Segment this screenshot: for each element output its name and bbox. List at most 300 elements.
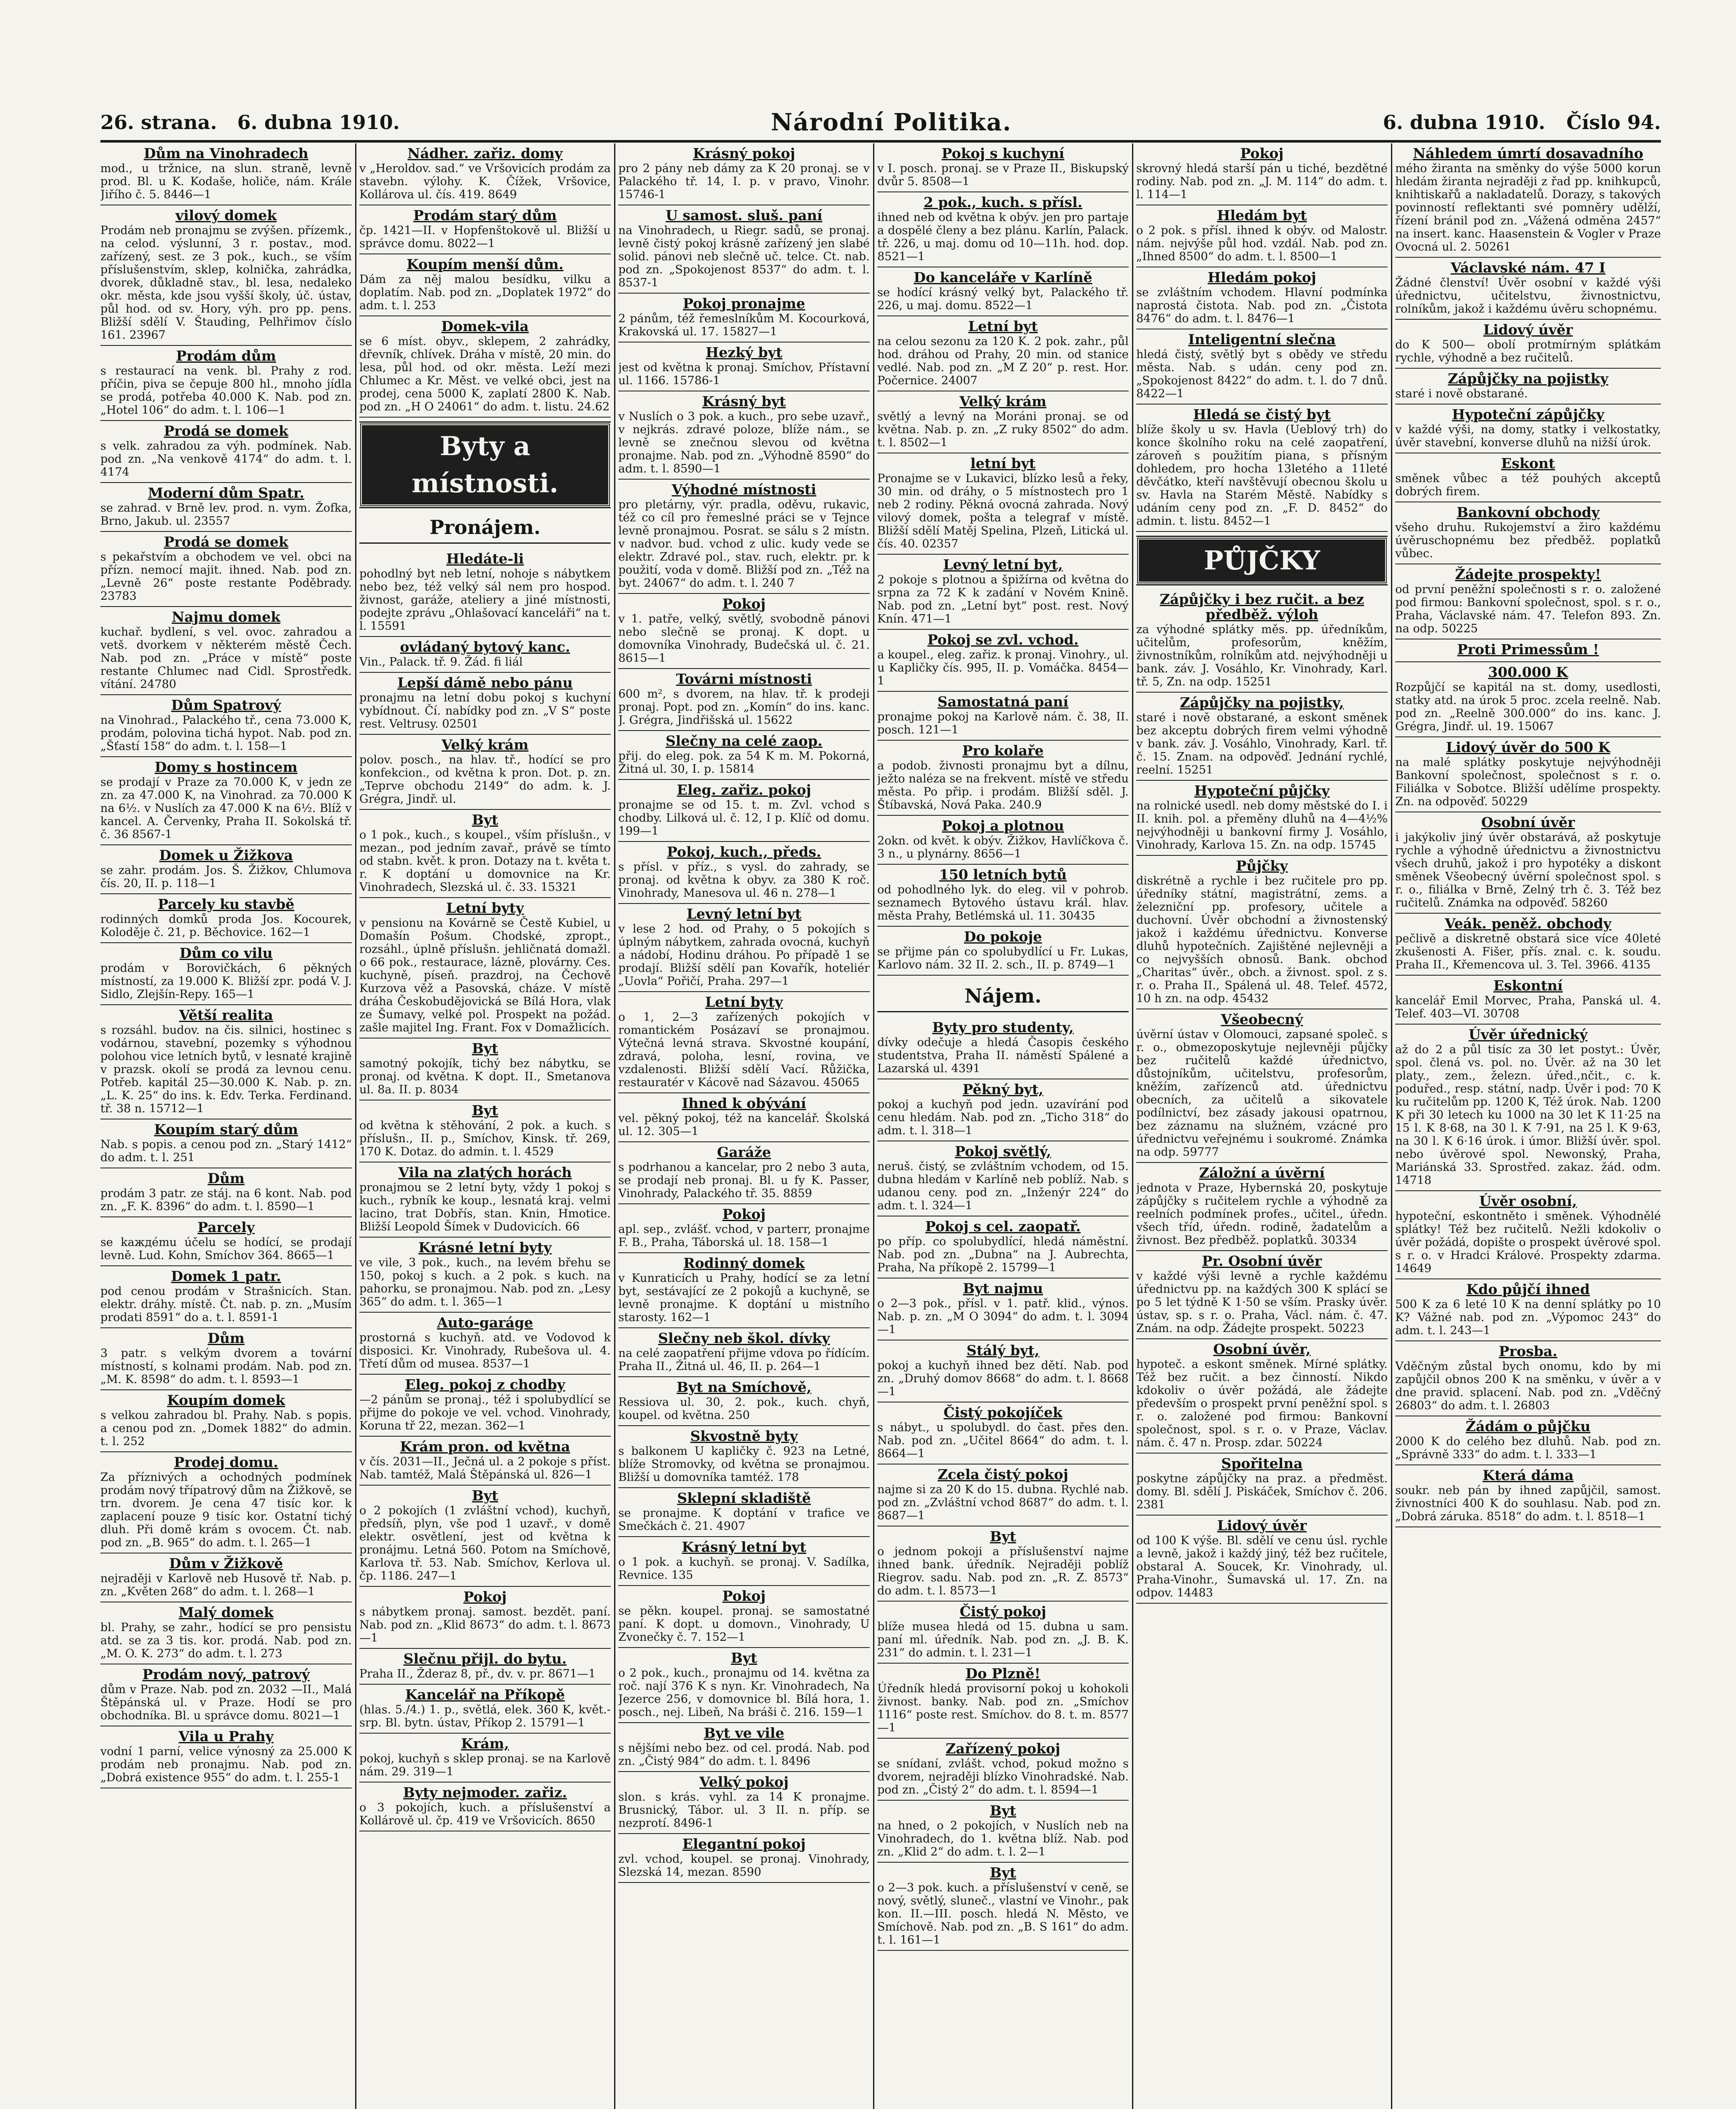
classified-ad: [100, 1217, 352, 1266]
ad-headline: Prodá se domek: [164, 423, 288, 439]
classified-ad: [877, 1141, 1129, 1216]
ad-headline: Dům: [208, 1330, 245, 1346]
column-2: [359, 143, 611, 2109]
ad-headline: Byt: [731, 1650, 757, 1666]
classified-ad: [359, 1649, 611, 1685]
ad-body: za výhodné splátky měs. pp. úředníkům, učitelům, profesorům, kněžím, živnostníkům, rolníkům atd. nejvýhodněji u bank. záv. J. Vosáhlo, Kr. Vinohrady, Karl. tř. 5, Zn. na odp. 15251: [1136, 623, 1388, 688]
ad-body: pronajme pokoj na Karlově nám. č. 38, II. posch. 121—1: [877, 710, 1129, 736]
ad-headline: Koupím menší dům.: [407, 256, 563, 272]
classified-ad: [359, 1437, 611, 1486]
classified-ad: [1136, 1339, 1388, 1454]
issue-number: Číslo 94.: [1566, 111, 1661, 134]
ad-body: na celé zaopatření přijme vdova po řídícím. Praha II., Žitná ul. 46, II. p. 264—1: [618, 1347, 870, 1373]
classified-ad: [877, 630, 1129, 692]
ad-body: o 2—3 pok. kuch. a příslušenství v ceně, se nový, světlý, sluneč., vlastní ve Vinohr., pak kon. II.—III. posch. hledá N. Město, ve Smíchově. Nab. pod zn. „B. S 161“ do adm. t. l. 161—1: [877, 1881, 1129, 1947]
classified-ad: [877, 1278, 1129, 1340]
ad-body: prostorná s kuchyň. atd. ve Vodovod k disposici. Kr. Vinohrady, Rubešova ul. 4. Třetí dům od musea. 8537—1: [359, 1331, 611, 1370]
classified-ad: [618, 1328, 870, 1377]
ad-body: na hned, o 2 pokojích, v Nuslích neb na Vinohradech, do 1. května blíž. Nab. pod zn. „Klid 2“ do adm. t. l. 2—1: [877, 1819, 1129, 1858]
classified-ad: [877, 391, 1129, 453]
ad-headline: Parcely ku stavbě: [158, 896, 294, 912]
ad-body: Za příznivých a ochodných podmínek prodám nový třípatrový dům na Žižkově, se trn. dvorem. Je cena 47 tisíc kor. k zaplacení pouze 9 tisíc kor. Ostatní tichý dluh. Při domě krám s ovocem. Čt. nab. pod zn. „B. 965“ do adm. t. l. 265—1: [100, 1471, 352, 1549]
classified-ad: [100, 421, 352, 483]
ad-body: i jakýkoliv jiný úvěr obstarává, až poskytuje rychle a výhodně úřednictvu a živnostnictvu všech druhů, jakož i pro hypotéky a diskont směnek Všeobecný úvěrní společnost spol. s r. o., filiálka v Brně, Zelný trh č. 3. Též bez ručitelů. Známka na odpověď. 58260: [1395, 831, 1661, 909]
ad-headline: Slečny neb škol. dívky: [658, 1330, 830, 1346]
classified-ad: [618, 143, 870, 205]
classified-ad: [100, 1119, 352, 1168]
ad-headline: Pokoj: [722, 1206, 766, 1222]
ad-body: se pronajme. K doptání v trafice ve Smečkách č. 21. 4907: [618, 1507, 870, 1533]
ad-headline: Byt najmu: [962, 1280, 1043, 1297]
ad-headline: Bankovní obchody: [1456, 504, 1600, 521]
ad-headline: Byt: [989, 1528, 1016, 1545]
ad-headline: Hledám byt: [1217, 207, 1307, 224]
ad-body: Žádné členství! Úvěr osobní v každé výši úřednictvu, učitelstvu, živnostnictvu, rolníkům, jakož i každému úvěru schopnému.: [1395, 276, 1661, 316]
classified-ad: [1395, 320, 1661, 369]
ad-body: se zvláštním vchodem. Hlavní podmínka naprostá čistota. Nab. pod zn. „Čistota 8476“ do adm. t. l. 8476—1: [1136, 286, 1388, 325]
ad-body: od první peněžní společnosti s r. o. založené pod firmou: Bankovní společnost, spol. s r. o., Praha, Václavské nám. 47. Telefon 893. Zn. na odp. 50225: [1395, 583, 1661, 635]
ad-headline: Hledá se čistý byt: [1193, 406, 1331, 423]
ad-body: neruš. čistý, se zvláštním vchodem, od 15. dubna hledám v Karlíně neb poblíž. Nab. s udanou ceny. pod zn. „Inženýr 224“ do adm. t. l. 324—1: [877, 1160, 1129, 1212]
classified-ad: [618, 480, 870, 594]
classified-ad: [618, 205, 870, 294]
classified-ad: [1395, 812, 1661, 914]
ad-body: vel. pěkný pokoj, též na kancelář. Školská ul. 12. 305—1: [618, 1112, 870, 1138]
ad-headline: Skvostně byty: [690, 1428, 798, 1444]
ad-body: v každé výši levně a rychle každému úřednictvu pp. na každých 300 K splácí se po 5 let týdně K 1·50 se vším. Prasky úvěr. ústav, sp. s r. o. Praha, Václ. nám. č. 47. Znám. na odp. Žádejte prospekt. 50223: [1136, 1270, 1388, 1335]
classified-ad: [1136, 329, 1388, 405]
classified-ad: [618, 1586, 870, 1648]
ad-headline: Náhledem úmrtí dosavadního: [1413, 145, 1644, 162]
ad-body: s nábytkem pronaj. samost. bezdět. paní. Nab. pod zn. „Klid 8673“ do adm. t. l. 8673—1: [359, 1605, 611, 1645]
ad-headline: Čistý pokojíček: [943, 1404, 1062, 1421]
classified-ad: [877, 143, 1129, 192]
ad-headline: Do Plzně!: [965, 1665, 1041, 1682]
ad-headline: Lidový úvěr: [1483, 321, 1573, 338]
ad-body: Ressiova ul. 30, 2. pok., kuch. chyň, koupel. od května. 250: [618, 1396, 870, 1422]
ad-headline: vilový domek: [175, 207, 277, 224]
classified-ad: [618, 1377, 870, 1426]
ad-headline: Zápůjčky na pojistky,: [1180, 694, 1344, 711]
classified-ad: [1136, 1163, 1388, 1251]
classified-ad: [100, 1726, 352, 1788]
ad-headline: Inteligentní slečna: [1188, 331, 1336, 348]
ad-body: staré i nově obstarané.: [1395, 387, 1528, 400]
ad-body: —2 pánům se pronaj., též i spolubydlící se přijme do pokoje ve vel. vchod. Vinohrady, Koruna tř 22, mezan. 362—1: [359, 1393, 611, 1432]
ad-headline: Domek u Žižkova: [159, 847, 293, 863]
ad-headline: Dům co vilu: [179, 945, 273, 961]
classified-ad: [359, 735, 611, 810]
column-1: [100, 143, 352, 2109]
ad-headline: Pokoj a plotnou: [942, 817, 1064, 834]
ad-body: pro 2 pány neb dámy za K 20 pronaj. se v Palackého tř. 14, I. p. v pravo, Vinohr. 15746-1: [618, 162, 870, 201]
ad-body: skrovný hledá starší pán u tiché, bezdětné rodiny. Nab. pod zn. „J. M. 114“ do adm. t. l. 114—1: [1136, 162, 1388, 201]
classified-ad: [877, 1340, 1129, 1402]
classified-ad: [618, 1648, 870, 1723]
ad-headline: Slečnu přijl. do bytu.: [403, 1651, 567, 1667]
classified-ad: [877, 192, 1129, 267]
ad-headline: Eleg. pokoj z chodby: [405, 1376, 565, 1393]
ad-body: o 1, 2—3 zařízených pokojích v romantickém Posázaví se pronajmou. Výtečná levná strava. Skvostné koupání, zdravá, poloha, lesní, rovina, ve vzdalenosti. Bližší sdělí Vací. Růžička, restauratér v Kácově nad Sázavou. 45065: [618, 1011, 870, 1089]
ad-headline: Dům na Vinohradech: [143, 145, 309, 162]
ad-headline: Prodá se domek: [164, 534, 288, 550]
ad-headline: Úvěr úřednický: [1469, 1026, 1588, 1043]
ad-body: Pronajme se v Lukavici, blízko lesů a řeky, 30 min. od dráhy, o 5 místnostech pro 1 neb 2 rodiny. Pěkná ovocná zahrada. Nový vilový domek, pošta a telegraf v místě. Bližší sdělí Matěj Spelina, Plzeň, Litická ul. čís. 40. 02357: [877, 472, 1129, 550]
classified-ad: [100, 1452, 352, 1553]
classified-ad: [359, 1486, 611, 1587]
classified-ad: [1395, 639, 1661, 662]
newspaper-title: Národní Politika.: [771, 108, 1012, 136]
classified-ad: [1395, 502, 1661, 564]
ad-body: Dám za něj malou besídku, vilku a doplatím. Nab. pod zn. „Doplatek 1972“ do adm. t. l. 253: [359, 273, 611, 312]
ad-headline: Vila na zlatých horách: [398, 1164, 572, 1181]
classified-ad: [877, 1863, 1129, 1951]
classified-ad: [1136, 781, 1388, 856]
ad-body: od května k stěhování, 2 pok. a kuch. s příslušn., II. p., Smíchov, Kinsk. tř. 269, 170 K. Dotaz. do admin. t. l. 4529: [359, 1119, 611, 1158]
ad-headline: Prosba.: [1499, 1343, 1558, 1359]
classified-ad: [359, 1734, 611, 1783]
classified-ad: [1395, 1279, 1661, 1341]
ad-body: v Nuslích o 3 pok. a kuch., pro sebe uzavř., v nejkrás. zdravé poloze, blíže nám., se levně se znečnou slevou od května pronajme. Nab. pod zn. „Výhodně 8590“ do adm. t. l. 8590—1: [618, 410, 870, 475]
ad-headline: Byt: [989, 1864, 1016, 1881]
ad-body: samotný pokojík, tichý bez nábytku, se pronaj. od května. K dopt. II., Smetanova ul. 8a. II. p. 8034: [359, 1057, 611, 1096]
classified-ad: [100, 1664, 352, 1726]
classified-ad: [100, 143, 352, 205]
ad-headline: Žádejte prospekty!: [1455, 566, 1601, 583]
ad-body: blíže školy u sv. Havla (Ueblový trh) do konce školního roku na celé zaopatření, zároveň s použitím piana, s přísným dohledem, pro hocha 13letého a 11leté děvčátko, kteří navštěvují obecnou školu u sv. Havla na Starém Městě. Nabídky s udáním ceny pod zn. „F. D. 8452“ do admin. t. listu. 8452—1: [1136, 423, 1388, 528]
classified-ad: [618, 1142, 870, 1204]
ad-body: pohodlný byt neb letní, nohoje s nábytkem nebo bez, též velký sál nem pro hospod. živnost, garáže, ateliery a jiné místnosti, podejte zprávu „Ohlašovací kanceláři“ na t. l. 15591: [359, 567, 611, 633]
classified-ad: [100, 845, 352, 894]
classified-ad: [618, 1488, 870, 1537]
column-4: [877, 143, 1129, 2109]
classified-ad: [1395, 143, 1661, 258]
ad-body: pokoj, kuchyň s sklep pronaj. se na Karlově nám. 29. 319—1: [359, 1752, 611, 1778]
ad-body: pronajmu na letní dobu pokoj s kuchyní vybídnout. Čí. nabídky pod zn. „V S“ poste rest. Veltrusy. 02501: [359, 691, 611, 731]
ad-body: 2000 K do celého bez dluhů. Nab. pod zn. „Správně 333“ do adm. t. l. 333—1: [1395, 1435, 1661, 1461]
ad-body: o jednom pokoji a příslušenství najme ihned bank. úředník. Nejraději poblíž Riegrov. sadu. Nab. pod zn. „R. Z. 8573“ do adm. t. l. 8573—1: [877, 1545, 1129, 1597]
ad-body: mého žiranta na směnky do výše 5000 korun hledám žiranta nejraději z řad pp. knihkupců, knihtiskařů a nakladatelů. Dorazy, s takových povinností reflektanti své pomněry udělží, řízení bránil pod zn. „Vážená odměna 2457“ na insert. kanc. Haasenstein & Vogler v Praze Ovocná ul. 2. 50261: [1395, 162, 1661, 254]
ad-body: do K 500— obolí protmírným splátkám rychle, výhodně a bez ručitelů.: [1395, 338, 1661, 364]
classified-ad: [100, 205, 352, 346]
classified-ad: [359, 1238, 611, 1313]
classified-ad: [1395, 405, 1661, 453]
ad-body: Úředník hledá provisorní pokoj u kohokoli živnost. banky. Nab. pod zn. „Smíchov 1116“ poste rest. Smíchov. do 8. t. m. 8577—1: [877, 1682, 1129, 1734]
ad-headline: Pr. Osobní úvěr: [1202, 1253, 1322, 1269]
ad-body: o 2 pok. s přísl. ihned k obýv. od Malostr. nám. nejvýše půl hod. vzdál. Nab. pod zn. „Ihned 8500“ do adm. t. l. 8500—1: [1136, 224, 1388, 263]
ad-headline: Velký krám: [441, 736, 529, 753]
classified-ad: [877, 1526, 1129, 1602]
ad-body: se zahrad. v Brně lev. prod. n. vym. Žofka, Brno, Jakub. ul. 23557: [100, 502, 352, 528]
column-3: [618, 143, 870, 2109]
column-divider: [355, 143, 356, 2109]
ad-headline: Sklepní skladiště: [677, 1490, 811, 1506]
ad-body: s balkonem U kapličky č. 923 na Letné, blíže Stromovky, od května se pronajmou. Bližší u domovníka tamtéž. 178: [618, 1445, 870, 1484]
ad-headline: Lidový úvěr: [1217, 1517, 1307, 1534]
ad-body: poskytne zápůjčky na praz. a předměst. domy. Bl. sdělí J. Piskáček, Smíchov č. 206. 2381: [1136, 1472, 1388, 1511]
ad-body: na celou sezonu za 120 K. 2 pok. zahr., půl hod. dráhou od Prahy, 20 min. od stanice vedlé. Nab. pod zn. „M Z 20“ p. rest. Hor. Počernice. 24007: [877, 335, 1129, 387]
classified-ad: [359, 673, 611, 735]
classified-ad: [100, 943, 352, 1005]
ad-headline: Dům: [208, 1170, 245, 1187]
ad-body: v „Heroldov. sad.“ ve Vršovicích prodám za stavebn. výlohy. K. Čížek, Vršovice, Kollárova ul. čís. 419. 8649: [359, 162, 611, 201]
ad-body: Praha II., Žderaz 8, př., dv. v. pr. 8671—1: [359, 1667, 596, 1680]
ad-headline: Krásný letní byt: [682, 1539, 806, 1555]
classified-ad: [100, 532, 352, 607]
ad-body: blíže musea hledá od 15. dubna u sam. paní ml. úředník. Nab. pod zn. „J. B. K. 231“ do admin. t. l. 231—1: [877, 1620, 1129, 1659]
section-heading: Nájem.: [877, 981, 1129, 1012]
ad-headline: Pokoj s cel. zaopatř.: [925, 1218, 1081, 1235]
ad-headline: Ihned k obývání: [682, 1095, 806, 1111]
classified-ad: [359, 1162, 611, 1238]
ad-body: světlý a levný na Moráni pronaj. se od května. Nab. p. zn. „Z ruky 8502“ do adm. t. l. 8502—1: [877, 410, 1129, 449]
ad-headline: Václavské nám. 47 I: [1450, 259, 1606, 276]
ad-headline: Byty nejmoder. zařiz.: [403, 1784, 567, 1801]
ad-body: slon. s krás. vyhl. za 14 K pronajme. Brusnický, Tábor. ul. 3 II. n. příp. se nezprotí. 8496-1: [618, 1791, 870, 1830]
ad-body: 600 m², s dvorem, na hlav. tř. k prodeji pronaj. Popt. pod zn. „Komín“ do ins. kanc. J. Grégra, Jindřišská ul. 15622: [618, 688, 870, 727]
ad-headline: Byt na Smíchově,: [677, 1379, 811, 1395]
ad-headline: Byt: [472, 1102, 499, 1119]
classified-ad: [100, 1602, 352, 1664]
ad-headline: Žádám o půjčku: [1466, 1418, 1590, 1435]
classified-ad: [618, 594, 870, 669]
classified-ad: [877, 555, 1129, 630]
ad-body: po příp. co spolubydlící, hledá náměstní. Nab. pod zn. „Dubna“ na J. Aubrechta, Praha, Na příkopě 2. 15799—1: [877, 1235, 1129, 1274]
ad-body: 2 pokoje s plotnou a špižírna od května do srpna za 72 K k zadání v Novém Knině. Nab. pod zn. „Letní byt“ post. rest. Nový Knín. 471—1: [877, 573, 1129, 626]
ad-body: zvl. vchod, koupel. se pronaj. Vinohrady, Slezská 14, mezan. 8590: [618, 1853, 870, 1879]
ad-headline: Koupím domek: [167, 1392, 285, 1408]
classified-ad: [618, 391, 870, 480]
classified-ad: [1136, 589, 1388, 693]
ad-body: Vděčným zůstal bych onomu, kdo by mi zapůjčil obnos 200 K na směnku, v úvěr a v dne pravid. splacení. Nab. pod zn. „Vděčný 26803“ do adm. t. l. 26803: [1395, 1360, 1661, 1412]
classified-ad: [1395, 914, 1661, 976]
ad-headline: Domek-vila: [441, 318, 529, 334]
ad-headline: Lidový úvěr do 500 K: [1446, 739, 1610, 755]
ad-body: rodinných domků proda Jos. Kocourek, Koloděje č. 21, p. Běchovice. 162—1: [100, 913, 352, 939]
ad-body: pronajme se od 15. t. m. Zvl. vchod s chodby. Lilková ul. č. 12, I p. Klíč od domu. 199—1: [618, 798, 870, 838]
ad-headline: Pokoj pronajme: [683, 295, 805, 312]
classified-ad: [1395, 564, 1661, 639]
classified-ad: [877, 692, 1129, 741]
ad-headline: Prodám nový, patrový: [142, 1666, 310, 1683]
ad-headline: Hypoteční zápůjčky: [1452, 406, 1604, 423]
ad-body: se 6 míst. obyv., sklepem, 2 zahrádky, dřevník, chlívek. Dráha v místě, 20 min. do lesa, půl hod. od okr. města. Leží mezi Chlumec a Kr. Měst. ve velké obci, jest na prodej, cena 5000 K, zaplatí 2800 K. Nab. pod zn. „H O 24061“ do adm. t. listu. 24.62: [359, 335, 611, 413]
classified-ad: [877, 1664, 1129, 1739]
ad-headline: 300.000 K: [1488, 664, 1568, 680]
classified-ad: [359, 1313, 611, 1375]
ad-headline: 150 letních bytů: [939, 866, 1067, 883]
ad-headline: Zařízený pokoj: [946, 1740, 1060, 1757]
classified-ad: [100, 1553, 352, 1602]
ad-headline: Továrni místnosti: [676, 671, 812, 687]
classified-ad: [359, 316, 611, 418]
classified-ad: [100, 346, 352, 421]
classified-ad: [618, 343, 870, 391]
classified-ad: [618, 1723, 870, 1772]
ad-headline: Letní byt: [968, 318, 1038, 334]
page-header: [100, 105, 1661, 139]
ad-headline: Veák. peněž. obchody: [1445, 915, 1612, 932]
classified-ad: [877, 1402, 1129, 1464]
ad-body: o 3 pokojích, kuch. a příslušenství a Kollárově ul. čp. 419 ve Vršovicích. 8650: [359, 1801, 611, 1827]
classified-ad: [1136, 693, 1388, 781]
classified-ad: [618, 294, 870, 343]
ad-body: diskrétně a rychle i bez ručitele pro pp. úředníky státní, magistrátní, zems. a železniční pp. profesory, učitele a duchovní. Úvěr obchodní a živnostenský jakož i každému úřednictvu. Konverse dluhů hypotečních. Zajištěné nejlevněji a co nejvyšších obnosů. Bank. obchod „Charitas“ úvěr., obch. a živnost. spol. z s. r. o. Praha II., Spálená ul. 48. Telef. 4572, 10 h zn. na odp. 45432: [1136, 874, 1388, 1005]
classified-ad: [100, 757, 352, 845]
ad-headline: Malý domek: [178, 1604, 274, 1621]
classified-ad: [1136, 143, 1388, 205]
classified-ad: [1395, 1191, 1661, 1279]
ad-body: s pekařstvím a obchodem ve vel. obci na přízn. nemocí majit. ihned. Nab. pod zn. „Levně 26“ poste restante Poděbrady. 23783: [100, 550, 352, 603]
classified-ad: [618, 731, 870, 780]
ad-headline: Do pokoje: [964, 928, 1042, 945]
ad-headline: Krám,: [461, 1735, 509, 1752]
classified-ad: [359, 254, 611, 316]
ad-headline: Elegantní pokoj: [682, 1836, 806, 1852]
ad-body: s nábyt., u spolubydl. do čast. přes den. Nab. pod zn. „Učitel 8664“ do adm. t. l. 8664—1: [877, 1421, 1129, 1460]
ad-body: 2okn. od květ. k obýv. Žižkov, Havlíčkova č. 3 n., u plynárny. 8656—1: [877, 834, 1129, 860]
ad-headline: Osobní úvěr: [1481, 814, 1575, 831]
ad-body: a podob. živnosti pronajmu byt a dílnu, ježto naléza se na frekvent. místě ve středu města. Po přip. i prodám. Bližší sděl. J. Štíbavská, Nová Paka. 240.9: [877, 759, 1129, 812]
classified-ad: [618, 904, 870, 992]
classified-ad: [877, 865, 1129, 927]
ad-body: až do 2 a půl tisíc za 30 let postyt.: Úvěr, spol. člená vs. pol. no. Úvěr. až na 30 let platy., zem., železn. úřed.,nčit., c. k. poduřed., resp. státní, nadp. Úvěr i pod: 70 K ku ručitelům pp. 1200 K, Též úrok. Nab. 1200 K při 30 letech ku 1000 na 30 let K 11·25 na 15 l. K 8·68, na 30 l. K 7·91, na 25 l. K 9·63, na 30 l. K 6·16 úrok. i úmor. Bližší úvěr. spol. nebo úvěrové spol. Newonský, Praha, Mariánská 33. Sprostřed. zakaz. žád. odm. 14718: [1395, 1043, 1661, 1187]
ad-headline: Lepší dámě nebo pánu: [397, 674, 573, 691]
ad-body: úvěrní ústav v Olomouci, zapsané společ. s r. o., obmezoposkytuje nejlevněji půjčky bez ručitelů každé úřednictvo, důstojníkům, učitelstvu, profesorům, kněžím, zařízenců atd. úřednictvu obecních, za učitelů a sikovatele podílnictví, bez zásady jakousi opatrnou, bez záznamu na služném, vzácné pro úřednictvu veřejnému i soukromé. Známka na odp. 59777: [1136, 1028, 1388, 1159]
classified-ad: [1136, 205, 1388, 267]
classified-ad: [618, 1093, 870, 1142]
classified-ad: [100, 695, 352, 757]
ad-headline: Garáže: [717, 1144, 771, 1160]
classified-ad: [877, 1464, 1129, 1526]
classified-ad: [1136, 1516, 1388, 1604]
ad-headline: Byt ve vile: [704, 1725, 784, 1741]
ad-headline: Eskontní: [1493, 977, 1563, 994]
ad-body: ihned neb od května k obýv. jen pro partaje a dospělé členy a bez plánu. Karlín, Palack. tř. 226, u maj. domu od 10—11h. hod. dop. 8521—1: [877, 211, 1129, 263]
ad-body: pro pletárny, výr. pradla, oděvu, rukavic, též co cíl pro řemeslné práci se v Tejnce levně pronajmou. Posrat. se sálu s 2 místn. v nadvor. bud. vchod z ulic. kudy vede se elektr. Zdravé pol., stav. ruch, elektr. pr. k použití, voda v domě. Bližší pod zn. „Též na byt. 24067“ do adm. t. l. 240 7: [618, 498, 870, 590]
classified-ad: [100, 1390, 352, 1452]
classified-ad: [877, 927, 1129, 976]
ad-headline: Pokoj: [463, 1588, 507, 1605]
ad-headline: Levný letní byt: [686, 906, 802, 922]
ad-body: směnek vůbec a též pouhých akceptů dobrých firem.: [1395, 472, 1661, 498]
ad-body: pod cenou prodám v Strašnicích. Stan. elektr. dráhy. místě. Čt. nab. p. zn. „Musím prodati 8591“ do a. t. l. 8591-1: [100, 1285, 352, 1324]
ad-body: Prodám neb pronajmu se zvýšen. přízemk., na celod. výslunní, 3 r. postav., mod. zařízený, sest. ze 3 pok., kuch., se vším příslušenstvím, sklep, kolnička, zahrádka, dvorek, důkladně stav., bl. lesa, nedaleko okr. města, kde jsou vyšší školy, úč. ústav, půl hod. od sv. Hory, výh. pro pp. pens. Bližší sdělí V. Štauding, Pelhřimov číslo 161. 23967: [100, 224, 352, 342]
classified-ad: [1395, 1416, 1661, 1465]
issue-date-left: 6. dubna 1910.: [237, 111, 400, 134]
classified-ad: [1136, 405, 1388, 532]
classified-ad: [877, 1017, 1129, 1079]
ad-body: všeho druhu. Rukojemství a žiro každému úvěruschopnému bez předběž. poplatků vůbec.: [1395, 521, 1661, 560]
ad-body: staré i nově obstarané, a eskont směnek bez akceptu dobrých firem velmi výhodně v bank. záv. J. Vosáhlo, Vinohrady, Karl. tř. č. 15. Znam. na odpověď. Jednání rychlé, reelní. 15251: [1136, 711, 1388, 777]
ad-body: s velk. zahradou za výh. podmínek. Nab. pod zn. „Na venkově 4174“ do adm. t. l. 4174: [100, 440, 352, 479]
ad-headline: Byt: [472, 1040, 499, 1057]
classified-ad: [618, 780, 870, 842]
classified-ad: [877, 453, 1129, 555]
ad-headline: Velký pokoj: [699, 1774, 789, 1790]
classified-ad: [359, 810, 611, 898]
ad-body: pronajmou se 2 letní byty, vždy 1 pokoj s kuch., rybník ke koup., lesnatá kraj. velmi lacino, trat Dobřís, stan. Knin, Hmotice. Bližší Leopold Šímek v Dudovicích. 66: [359, 1181, 611, 1233]
page-number: 26. strana.: [100, 111, 217, 134]
ad-body: hypoteční, eskontněto i směnek. Výhodnělé splátky! Též bez ručitelů. Nežli kdokoliv o úvěr požádá, dopište o prospekt úvěrové spol. s r. o. v Hradci Králové. Prospekty zdarma. 14649: [1395, 1210, 1661, 1275]
classified-ad: [100, 607, 352, 695]
ad-headline: Pokoj: [722, 1588, 766, 1604]
ad-body: se prodají v Praze za 70.000 K, v jedn ze zn. za 47.000 K, na Vinohrad. za 70.000 K na 6½. v Nuslích za 47.000 K na 6½. Blíž v kancel. A. Červenky, Praha II. Sokolská tř. č. 36 8567-1: [100, 776, 352, 841]
ad-headline: Zápůjčky i bez ručit. a bez předběž. výloh: [1159, 591, 1364, 623]
ad-body: Nab. s popis. a cenou pod zn. „Starý 1412“ do adm. t. l. 251: [100, 1138, 352, 1164]
ad-headline: Pokoj: [722, 596, 766, 612]
ad-body: prodám v Borovičkách, 6 pěkných místností, za 19.000 K. Bližší zpr. podá V. J. Sidlo, Zlejšín-Repy. 165—1: [100, 962, 352, 1001]
ad-headline: Zápůjčky na pojistky: [1448, 370, 1609, 387]
classified-ad: [359, 1685, 611, 1734]
ad-body: hypoteč. a eskont směnek. Mírné splátky. Též bez ručit. a bez činností. Nikdo kdokoliv o úvěr požádá, ale žádejte především o prospekt první peněžní spol. s r. o. založené pod firmou: Bankovní společnost, spol. s r. o. v Praze, Václav. nám. č. 47 n. Prosp. zdar. 50224: [1136, 1358, 1388, 1449]
ad-headline: Auto-garáge: [437, 1314, 533, 1331]
ad-body: najme si za 20 K do 15. dubna. Rychlé nab. pod zn. „Zvláštní vchod 8687“ do adm. t. l. 8687—1: [877, 1483, 1129, 1522]
ad-headline: Vila u Prahy: [178, 1728, 274, 1745]
ad-headline: Domy s hostincem: [154, 759, 298, 775]
ad-body: polov. posch., na hlav. tř., hodící se pro konfekcion., od května k pron. Dot. p. zn. „Teprve obchodu 2149“ do adm. k. J. Grégra, Jindř. ul.: [359, 753, 611, 806]
ad-body: apl. sep., zvlášť. vchod, v parterr, pronajme F. B., Praha, Táborská ul. 18. 158—1: [618, 1223, 870, 1249]
classified-ad: [618, 992, 870, 1093]
classified-ad: [359, 143, 611, 205]
ad-body: s nějšími nebo bez. od cel. prodá. Nab. pod zn. „Čistý 984“ do adm. t. l. 8496: [618, 1742, 870, 1768]
ad-body: Rozpůjčí se kapitál na st. domy, usedlosti, statky atd. na úrok 5 proc. zcela reelně. Nab. pod zn. „Reelně 300.000“ do ins. kanc. J. Grégra, Jindř. ul. 19. 15067: [1395, 681, 1661, 733]
ad-body: o 1 pok., kuch., s koupel., vším příslušn., v mezan., pod jedním zavař., právě se tímto od stabn. květ. k pron. Dotazy na t. květa t. r. K doptání u domovnice na Kr. Vinohradech, Slezská ul. č. 33. 15321: [359, 828, 611, 894]
classified-ad: [100, 1168, 352, 1217]
ad-body: čp. 1421—II. v Hopfenštokově ul. Bližší u správce domu. 8022—1: [359, 224, 611, 250]
classified-ad: [1395, 662, 1661, 737]
classified-ad: [1395, 1465, 1661, 1527]
ad-headline: Prodám starý dům: [413, 207, 557, 224]
issue-date-right: 6. dubna 1910.: [1383, 111, 1545, 134]
ad-body: jest od května k pronaj. Smíchov, Přístavní ul. 1166. 15786-1: [618, 361, 870, 387]
ad-body: hledá čistý, světlý byt s obědy ve středu města. Nab. s udán. ceny pod zn. „Spokojenost 8422“ do adm. t. l. do 7 dnů. 8422—1: [1136, 348, 1388, 400]
ad-headline: Osobní úvěr,: [1213, 1341, 1311, 1357]
ad-headline: 2 pok., kuch. s přísl.: [923, 194, 1083, 210]
ad-headline: Velký krám: [959, 393, 1047, 410]
ad-body: od pohodlného lyk. do eleg. vil v pohrob. seznamech Bytového ústavu král. hlav. města Prahy, Betlémská ul. 11. 30435: [877, 883, 1129, 922]
ad-body: v Kunraticích u Prahy, hodící se za letní byt, sestávající ze 2 pokojů a kuchyně, se levně pronajme. K doptání u mistního starosty. 162—1: [618, 1272, 870, 1324]
ad-headline: Kdo půjčí ihned: [1466, 1281, 1590, 1297]
classified-ad: [100, 894, 352, 943]
classified-ad: [359, 1038, 611, 1100]
classified-ad: [877, 1079, 1129, 1141]
ad-headline: Hledám pokoj: [1208, 269, 1316, 286]
header-left: [100, 111, 400, 134]
ad-headline: Eskont: [1501, 455, 1555, 472]
ad-headline: Parcely: [197, 1219, 255, 1235]
ad-headline: Najmu domek: [172, 609, 280, 625]
ad-headline: Rodinný domek: [683, 1255, 805, 1271]
ad-body: kancelář Emil Morvec, Praha, Panská ul. 4. Telef. 403—VI. 30708: [1395, 994, 1661, 1020]
classified-ad: [1395, 369, 1661, 405]
ad-headline: Krásné letní byty: [418, 1239, 552, 1256]
ad-headline: Prodám dům: [176, 348, 276, 364]
ad-body: se snídaní, zvlášt. vchod, pokud možno s dvorem, nejraději blízko Vinohradské. Nab. pod zn. „Čistý 2“ do adm. t. l. 8594—1: [877, 1757, 1129, 1796]
ad-headline: Dům v Žižkově: [169, 1555, 283, 1572]
ad-body: 2 pánům, též řemeslníkům M. Kocourková, Krakovská ul. 17. 15827—1: [618, 312, 870, 338]
classified-ad: [359, 637, 611, 673]
ad-body: v lese 2 hod. od Prahy, o 5 pokojích s úplným nábytkem, zahrada ovocná, kuchyň a nádobí, Hodinu dráhou. Po případě 1 se prodají. Bližší sdělí pan Kovařík, hoteliér „Uovla“ Pořičí, Praha. 297—1: [618, 922, 870, 988]
ad-headline: Byt: [472, 812, 499, 828]
ad-body: dívky odečuje a hledá Časopis českého studentstva, Praha II. náměstí Spálené a Lazarská ul. 4391: [877, 1036, 1129, 1075]
ad-body: na Vinohrad., Palackého tř., cena 73.000 K, prodám, polovina tichá hypot. Nab. pod zn. „Šťastí 158“ do adm. t. l. 158—1: [100, 714, 352, 753]
ad-body: v 1. patře, velký, světlý, svobodně pánovi nebo slečně se pronaj. K dopt. u domovníka Vinohrady, Budečská ul. č. 21. 8615—1: [618, 612, 870, 665]
header-rule: [100, 140, 1661, 143]
ad-headline: Pokoj, kuch., předs.: [667, 844, 821, 860]
classified-ad: [1395, 976, 1661, 1025]
ad-body: se kaждému účelu se hodící, se prodají levně. Lud. Kohn, Smíchov 364. 8665—1: [100, 1236, 352, 1262]
